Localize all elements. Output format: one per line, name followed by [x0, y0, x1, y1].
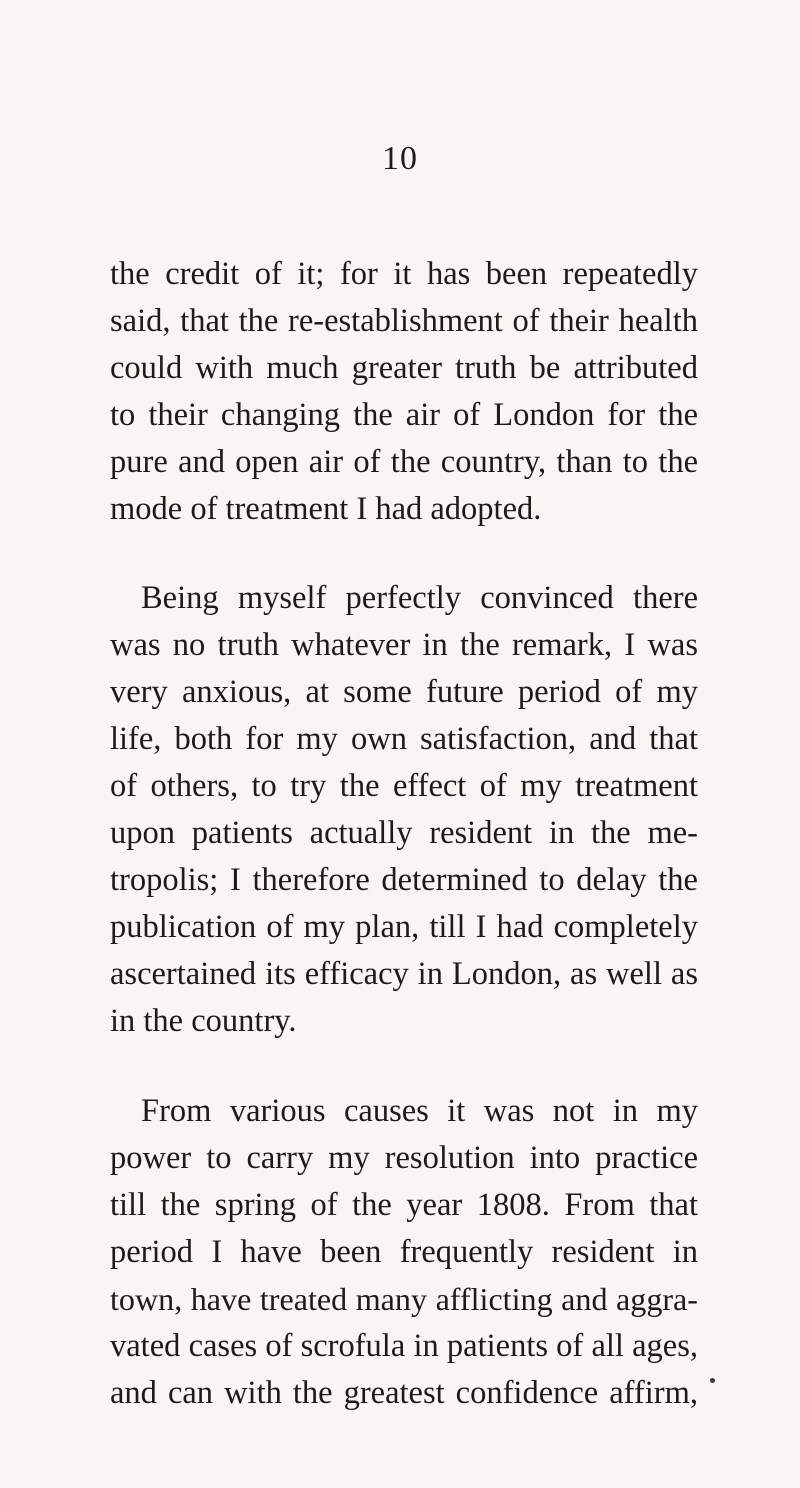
text-line: life, both for my own satisfaction, and that	[110, 721, 698, 757]
text-line: of others, to try the effect of my treatment	[110, 768, 698, 804]
text-line: mode of treatment I had adopted.	[110, 491, 542, 527]
text-line: very anxious, at some future period of my	[110, 674, 698, 710]
ink-speck	[710, 1378, 715, 1383]
text-line: Being myself perfectly convinced there	[141, 580, 698, 616]
text-line: period I have been frequently resident in	[110, 1234, 698, 1270]
text-line: ascertained its efficacy in London, as well as	[110, 956, 698, 992]
text-line: pure and open air of the country, than to the	[110, 444, 698, 480]
text-line: tropolis; I therefore determined to delay the	[110, 862, 698, 898]
text-line: From various causes it was not in my	[141, 1093, 698, 1129]
text-line: town, have treated many afflicting and aggra-	[110, 1281, 698, 1317]
text-line: was no truth whatever in the remark, I was	[110, 627, 698, 663]
text-line: said, that the re-establishment of their health	[110, 303, 698, 339]
text-line: and can with the greatest confidence affirm,	[110, 1375, 698, 1411]
page-number: 10	[382, 140, 418, 177]
text-line: publication of my plan, till I had completely	[110, 909, 698, 945]
text-line: upon patients actually resident in the me-	[110, 815, 698, 851]
text-line: in the country.	[110, 1003, 297, 1039]
text-line: vated cases of scrofula in patients of all ages,	[110, 1328, 698, 1364]
text-line: to their changing the air of London for the	[110, 397, 698, 433]
text-line: till the spring of the year 1808. From that	[110, 1187, 698, 1223]
text-line: power to carry my resolution into practice	[110, 1140, 698, 1176]
text-line: could with much greater truth be attributed	[110, 350, 698, 386]
text-line: the credit of it; for it has been repeatedly	[110, 256, 698, 292]
